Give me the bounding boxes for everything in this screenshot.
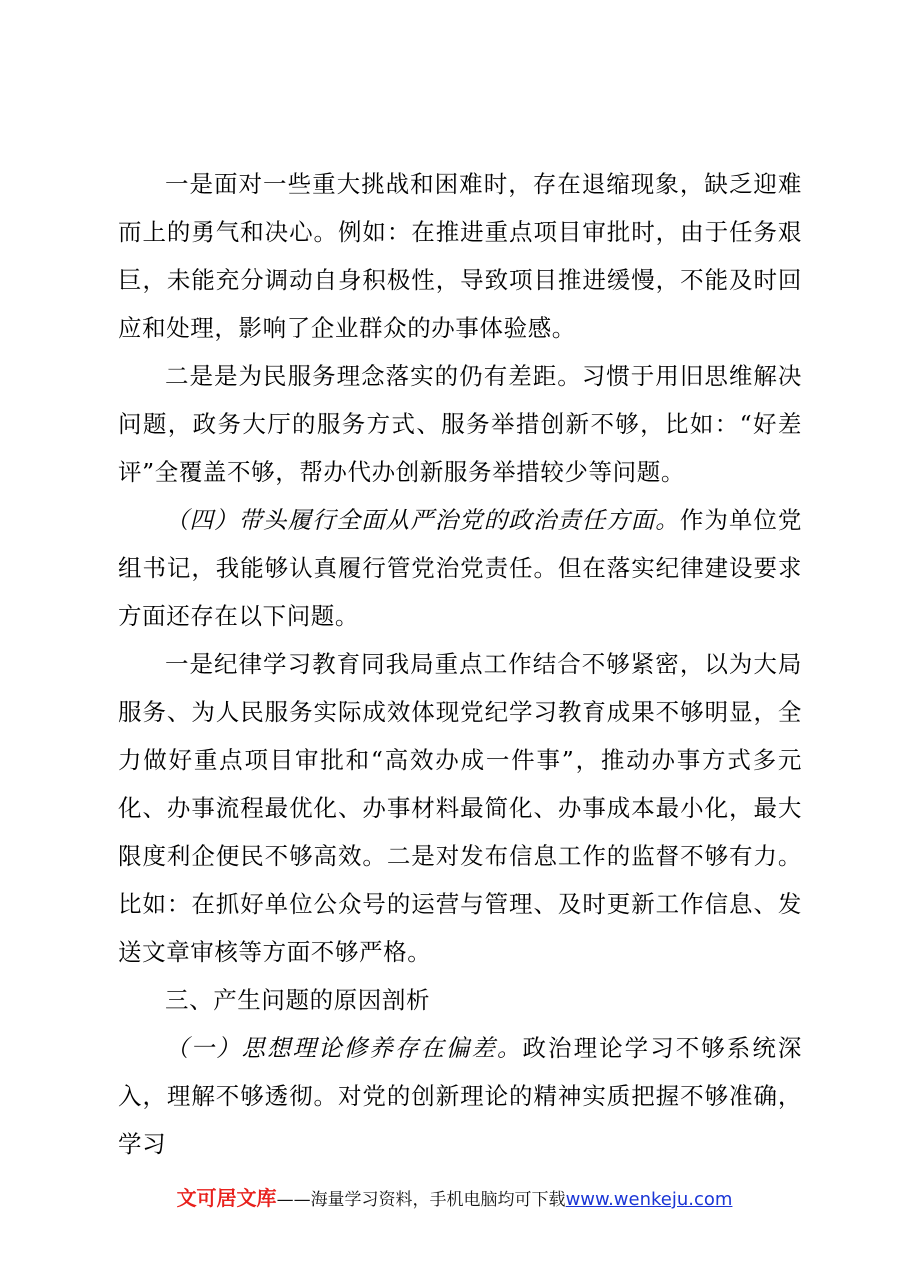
footer-banner [0,1182,909,1211]
paragraph-2: 二是是为民服务理念落实的仍有差距。习惯于用旧思维解决问题，政务大厅的服务方式、服务举措创新不够，比如：“好差评”全覆盖不够，帮办代办创新服务举措较少等问题。 [118,362,802,486]
section-subheading-1: （一）思想理论修养存在偏差。 [165,1034,523,1062]
footer-brand: 文可居文库 [176,1186,277,1210]
footer-site-link[interactable]: www.wenkeju.com [565,1189,733,1210]
paragraph-3-text: 作为单位党组书记，我能够认真履行管党治党责任。但在落实纪律建设要求方面还存在以下问题。 [118,506,802,630]
document-body [118,160,802,1168]
section-heading-3: 三、产生问题的原因剖析 [165,986,431,1014]
paragraph-4: 一是纪律学习教育同我局重点工作结合不够紧密，以为大局服务、为人民服务实际成效体现党纪学习教育成果不够明显，全力做好重点项目审批和“高效办成一件事”，推动办事方式多元化、办事流程最优化、办事材料最简化、办事成本最小化，最大限度利企便民不够高效。二是对发布信息工作的监督不够有力。比如：在抓好单位公众号的运营与管理、及时更新工作信息、发送文章审核等方面不够严格。 [118,650,802,966]
paragraph-6-text: 政治理论学习不够系统深入，理解不够透彻。对党的创新理论的精神实质把握不够准确，学习 [118,1034,802,1158]
paragraph-1: 一是面对一些重大挑战和困难时，存在退缩现象，缺乏迎难而上的勇气和决心。例如：在推进重点项目审批时，由于任务艰巨，未能充分调动自身积极性，导致项目推进缓慢，不能及时回应和处理，影响了企业群众的办事体验感。 [118,170,802,342]
paragraph-6 [118,1024,802,1168]
paragraph-3 [118,496,802,640]
section-subheading-4: （四）带头履行全面从严治党的政治责任方面。 [165,506,680,534]
footer-slogan: ——海量学习资料，手机电脑均可下载 [276,1190,566,1210]
